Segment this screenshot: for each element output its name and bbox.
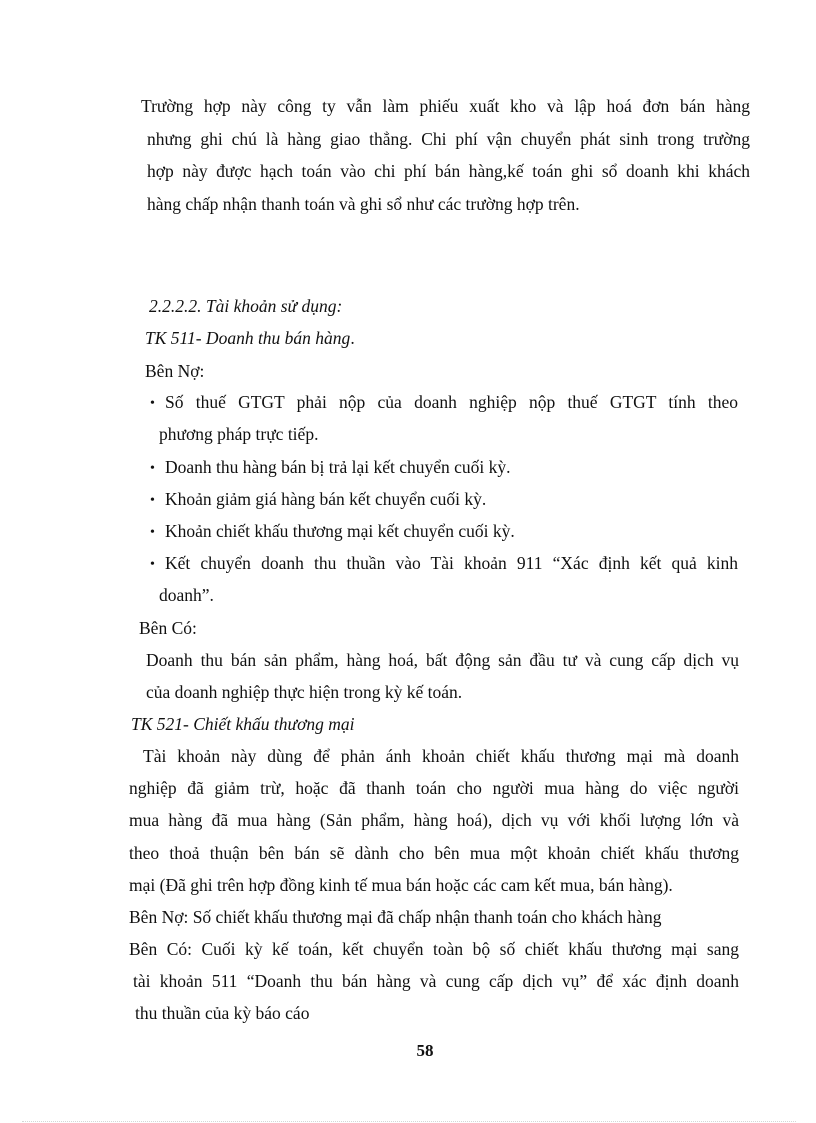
tk521-line-1: Tài khoản này dùng để phản ánh khoản chiết khấu thương mại mà doanh: [143, 746, 739, 766]
bullet-icon: •: [150, 461, 155, 476]
tk521-heading: TK 521- Chiết khấu thương mại: [131, 714, 355, 734]
tk511-heading-text: TK 511- Doanh thu bán hàng: [145, 328, 351, 348]
bullet-item-5-cont: doanh”.: [159, 585, 214, 605]
tk521-line-5: mại (Đã ghi trên hợp đồng kinh tế mua bán hoặc các cam kết mua, bán hàng).: [129, 875, 673, 895]
bullet-item-1: Số thuế GTGT phải nộp của doanh nghiệp nộp thuế GTGT tính theo: [165, 392, 738, 412]
ben-co-label: Bên Có:: [139, 618, 197, 638]
bullet-icon: •: [150, 525, 155, 540]
bullet-icon: •: [150, 396, 155, 411]
bullet-item-1-cont: phương pháp trực tiếp.: [159, 424, 319, 444]
tk521-line-3: mua hàng đã mua hàng (Sản phẩm, hàng hoá), dịch vụ với khối lượng lớn và: [129, 810, 739, 830]
bullet-icon: •: [150, 557, 155, 572]
para1-line-1: Trường hợp này công ty vẫn làm phiếu xuất kho và lập hoá đơn bán hàng: [141, 96, 750, 116]
bullet-item-2: Doanh thu hàng bán bị trả lại kết chuyển cuối kỳ.: [165, 457, 511, 477]
tk521-ben-co-line-1: Bên Có: Cuối kỳ kế toán, kết chuyển toàn bộ số chiết khấu thương mại sang: [129, 939, 739, 959]
tk511-heading: [145, 327, 355, 349]
tk521-ben-co-line-2: tài khoản 511 “Doanh thu bán hàng và cung cấp dịch vụ” để xác định doanh: [133, 971, 739, 991]
bullet-item-5: Kết chuyển doanh thu thuần vào Tài khoản 911 “Xác định kết quả kinh: [165, 553, 738, 573]
page-number: 58: [416, 1041, 434, 1060]
tk521-ben-no: Bên Nợ: Số chiết khấu thương mại đã chấp nhận thanh toán cho khách hàng: [129, 907, 662, 927]
tk521-line-2: nghiệp đã giảm trừ, hoặc đã thanh toán cho người mua hàng do việc người: [129, 778, 739, 798]
section-heading: 2.2.2.2. Tài khoản sử dụng:: [149, 296, 343, 316]
tk511-heading-dot: .: [350, 328, 355, 348]
para1-line-3: hợp này được hạch toán vào chi phí bán hàng,kế toán ghi sổ doanh khi khách: [147, 161, 750, 181]
tk521-line-4: theo thoả thuận bên bán sẽ dành cho bên mua một khoản chiết khấu thương: [129, 843, 739, 863]
bullet-item-3: Khoản giảm giá hàng bán kết chuyển cuối kỳ.: [165, 489, 487, 509]
ben-co-line-2: của doanh nghiệp thực hiện trong kỳ kế toán.: [146, 682, 463, 702]
para1-line-4: hàng chấp nhận thanh toán và ghi sổ như các trường hợp trên.: [147, 194, 580, 214]
tk521-ben-co-line-3: thu thuần của kỳ báo cáo: [135, 1003, 310, 1023]
para1-line-2: nhưng ghi chú là hàng giao thẳng. Chi phí vận chuyển phát sinh trong trường: [147, 129, 750, 149]
ben-co-line-1: Doanh thu bán sản phẩm, hàng hoá, bất động sản đầu tư và cung cấp dịch vụ: [146, 650, 739, 670]
ben-no-label: Bên Nợ:: [145, 361, 205, 381]
page-bottom-divider: [22, 1121, 796, 1122]
bullet-item-4: Khoản chiết khấu thương mại kết chuyển cuối kỳ.: [165, 521, 515, 541]
bullet-icon: •: [150, 493, 155, 508]
